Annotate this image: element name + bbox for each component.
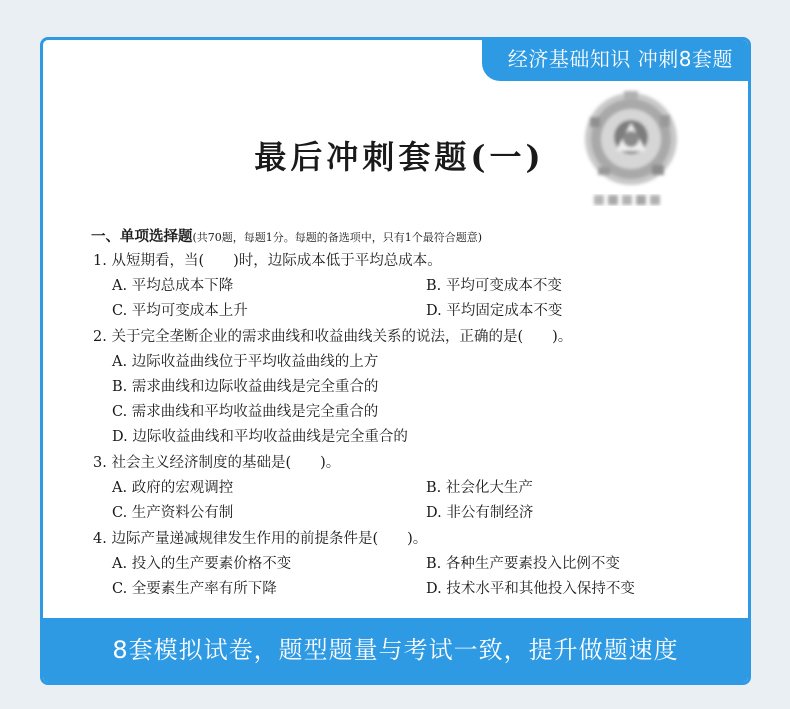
section-heading — [91, 226, 731, 248]
question-stem: 2. 关于完全垄断企业的需求曲线和收益曲线关系的说法，正确的是( )。 — [93, 329, 573, 345]
option: D. 平均固定成本不变 — [426, 303, 563, 319]
option: C. 全要素生产率有所下降 — [112, 581, 277, 597]
option-row — [91, 501, 731, 526]
question-stem: 1. 从短期看，当( )时，边际成本低于平均总成本。 — [93, 253, 442, 269]
question-list — [91, 226, 731, 602]
option: A. 投入的生产要素价格不变 — [112, 556, 292, 572]
section-note: (共70题，每题1分。每题的备选项中，只有1个最符合题意) — [192, 231, 483, 244]
option: D. 边际收益曲线和平均收益曲线是完全重合的 — [112, 429, 408, 445]
option-row — [91, 476, 731, 501]
option: A. 平均总成本下降 — [112, 278, 234, 294]
option: B. 社会化大生产 — [426, 480, 533, 496]
seal-icon — [576, 87, 686, 212]
option-row — [91, 552, 731, 577]
question-stem: 4. 边际产量递减规律发生作用的前提条件是( )。 — [93, 531, 428, 547]
question-stem: 3. 社会主义经济制度的基础是( )。 — [93, 455, 341, 471]
option: D. 非公有制经济 — [426, 505, 534, 521]
section-title: 一、单项选择题 — [91, 229, 193, 245]
option: C. 生产资料公有制 — [112, 505, 234, 521]
option-row — [91, 299, 731, 324]
option: B. 各种生产要素投入比例不变 — [426, 556, 620, 572]
option-row — [91, 274, 731, 299]
option-row — [91, 577, 731, 602]
exam-card — [40, 37, 751, 685]
footer-banner: 8套模拟试卷，题型题量与考试一致，提升做题速度 — [43, 618, 748, 682]
option: B. 平均可变成本不变 — [426, 278, 562, 294]
option: A. 政府的宏观调控 — [112, 480, 234, 496]
option: C. 需求曲线和平均收益曲线是完全重合的 — [112, 404, 379, 420]
option: B. 需求曲线和边际收益曲线是完全重合的 — [112, 379, 379, 395]
header-tag: 经济基础知识 冲刺8套题 — [482, 37, 751, 81]
option: D. 技术水平和其他投入保持不变 — [426, 581, 635, 597]
option: A. 边际收益曲线位于平均收益曲线的上方 — [112, 354, 379, 370]
option: C. 平均可变成本上升 — [112, 303, 248, 319]
page-title: 最后冲刺套题(一) — [254, 138, 545, 176]
